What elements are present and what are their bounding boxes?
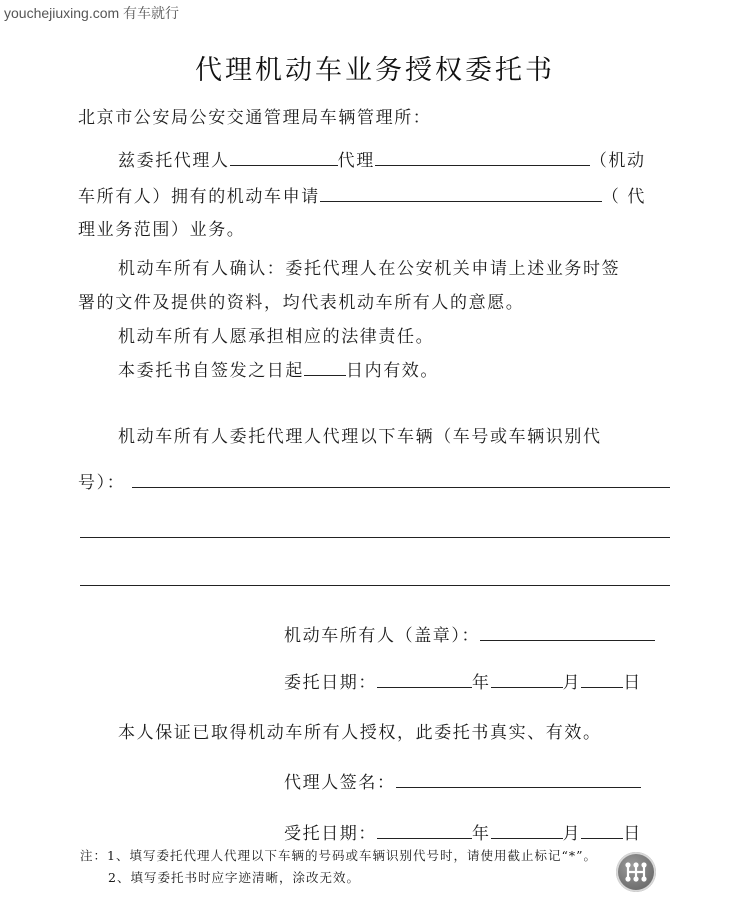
date1-row [284, 668, 642, 693]
para1-line1 [118, 146, 646, 171]
vehicles-line2: 号）： [78, 473, 126, 493]
date2-day: 日 [623, 824, 642, 844]
vehicle-line-1[interactable] [132, 487, 670, 488]
vehicle-line-3[interactable] [80, 585, 670, 586]
owner-seal-blank[interactable] [480, 623, 655, 641]
agent-name-blank[interactable] [230, 148, 338, 166]
business-scope-blank[interactable] [320, 184, 602, 202]
owner-seal-row [284, 621, 655, 646]
agent-sign-blank[interactable] [396, 770, 641, 788]
note-2: 2、填写委托书时应字迹清晰，涂改无效。 [108, 870, 360, 885]
owner-name-blank[interactable] [375, 148, 590, 166]
para4 [118, 356, 439, 381]
para2-line2: 署的文件及提供的资料，均代表机动车所有人的意愿。 [78, 293, 525, 313]
agent-sign-label: 代理人签名： [284, 773, 396, 793]
date1-year: 年 [472, 673, 491, 693]
para2-line1: 机动车所有人确认：委托代理人在公安机关申请上述业务时签 [118, 259, 621, 279]
valid-days-blank[interactable] [304, 358, 346, 376]
owner-seal-label: 机动车所有人（盖章）： [284, 626, 481, 646]
date1-day: 日 [623, 673, 642, 693]
para1-line1-b: 代理 [337, 151, 375, 171]
para3: 机动车所有人愿承担相应的法律责任。 [118, 327, 435, 347]
date1-label: 委托日期： [284, 673, 377, 693]
date2-day-blank[interactable] [581, 821, 623, 839]
date2-month: 月 [562, 824, 582, 844]
date1-month: 月 [562, 673, 582, 693]
vehicles-line1: 机动车所有人委托代理人代理以下车辆（车号或车辆识别代 [118, 427, 602, 447]
document-title: 代理机动车业务授权委托书 [195, 55, 555, 86]
vehicle-line-2[interactable] [80, 537, 670, 538]
date2-year-blank[interactable] [377, 821, 472, 839]
agent-sign-row [284, 768, 641, 793]
date2-year: 年 [472, 824, 491, 844]
date2-month-blank[interactable] [491, 821, 563, 839]
para1-line1-c: （机动 [589, 151, 646, 171]
addressee: 北京市公安局公安交通管理局车辆管理所： [78, 108, 432, 128]
para1-line3: 理业务范围）业务。 [78, 220, 246, 240]
note-1: 注：1、填写委托代理人代理以下车辆的号码或车辆识别代号时，请使用截止标记“*”。 [80, 848, 597, 863]
date2-label: 受托日期： [284, 824, 377, 844]
para4-a: 本委托书自签发之日起 [118, 361, 304, 381]
date2-row [284, 819, 642, 844]
para1-line2 [78, 182, 646, 207]
gear-shift-logo-icon [616, 852, 656, 892]
para4-b: 日内有效。 [346, 361, 439, 381]
date1-month-blank[interactable] [491, 670, 563, 688]
watermark: youchejiuxing.com 有车就行 [4, 5, 180, 21]
para1-line2-a: 车所有人）拥有的机动车申请 [78, 187, 320, 207]
date1-day-blank[interactable] [581, 670, 623, 688]
guarantee-text: 本人保证已取得机动车所有人授权，此委托书真实、有效。 [118, 723, 602, 743]
para1-line1-a: 兹委托代理人 [118, 151, 230, 171]
para1-line2-b: （ 代 [601, 187, 647, 207]
date1-year-blank[interactable] [377, 670, 472, 688]
